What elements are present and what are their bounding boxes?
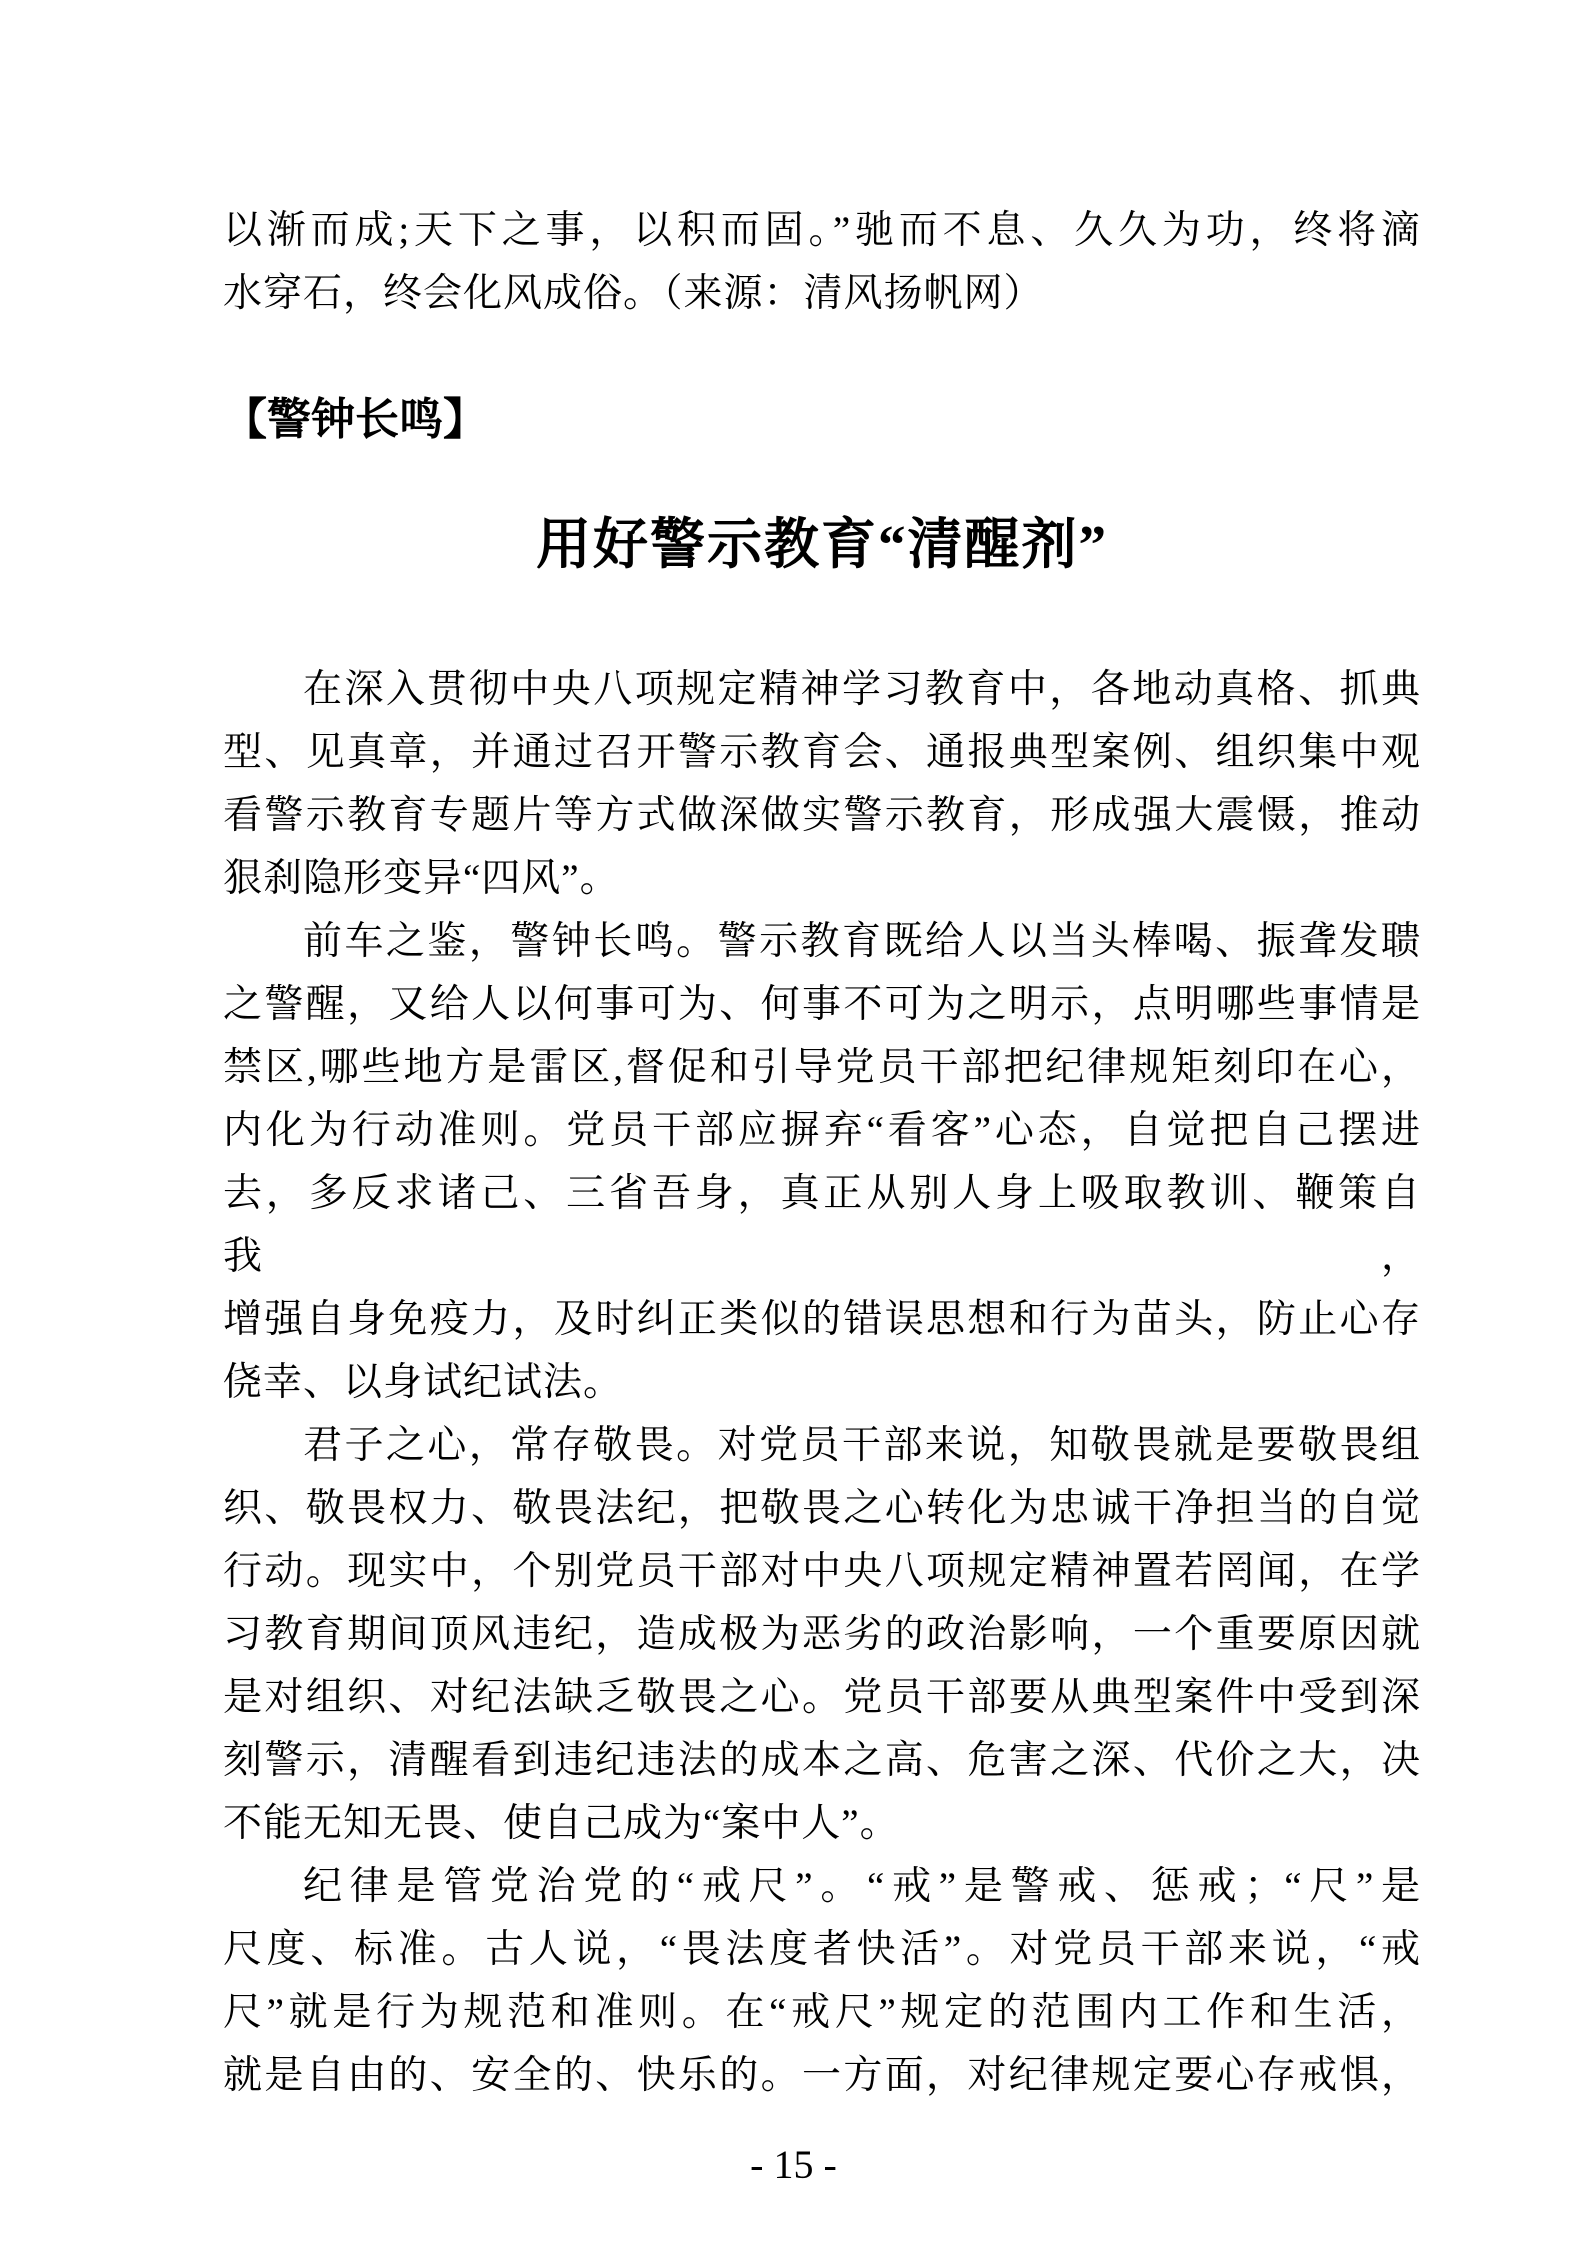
page-number: - 15 - (750, 2142, 837, 2187)
text-line: 水穿石，终会化风成俗。（来源：清风扬帆网） (223, 272, 1044, 315)
paragraph (223, 1414, 1421, 1855)
paragraph (223, 910, 1421, 1414)
text-line: 织、敬畏权力、敬畏法纪，把敬畏之心转化为忠诚干净担当的自觉 (223, 1487, 1421, 1530)
text-line: 侥幸、以身试纪试法。 (223, 1361, 624, 1404)
text-line: 前车之鉴，警钟长鸣。警示教育既给人以当头棒喝、振聋发聩 (303, 920, 1421, 963)
text-line: 型、见真章，并通过召开警示教育会、通报典型案例、组织集中观 (223, 731, 1421, 774)
text-line: 纪律是管党治党的“戒尺”。“戒”是警戒、惩戒；“尺”是 (303, 1865, 1421, 1908)
text-line: 在深入贯彻中央八项规定精神学习教育中，各地动真格、抓典 (303, 668, 1421, 711)
text-line: 去，多反求诸己、三省吾身，真正从别人身上吸取教训、鞭策自我， (223, 1172, 1421, 1278)
paragraph (223, 658, 1421, 910)
text-line: 尺度、标准。古人说，“畏法度者快活”。对党员干部来说，“戒 (223, 1928, 1421, 1971)
text-line: 以渐而成;天下之事，以积而固。”驰而不息、久久为功，终将滴 (223, 209, 1421, 252)
document-body (223, 199, 1421, 2107)
text-line: 行动。现实中，个别党员干部对中央八项规定精神置若罔闻，在学 (223, 1550, 1421, 1593)
text-line: 刻警示，清醒看到违纪违法的成本之高、危害之深、代价之大，决 (223, 1739, 1421, 1782)
text-line: 之警醒，又给人以何事可为、何事不可为之明示，点明哪些事情是 (223, 983, 1421, 1026)
paragraph (223, 1855, 1421, 2107)
text-line: 君子之心，常存敬畏。对党员干部来说，知敬畏就是要敬畏组 (303, 1424, 1421, 1467)
text-line: 看警示教育专题片等方式做深做实警示教育，形成强大震慑，推动 (223, 794, 1421, 837)
text-line: 尺”就是行为规范和准则。在“戒尺”规定的范围内工作和生活， (223, 1991, 1421, 2034)
text-line: 增强自身免疫力，及时纠正类似的错误思想和行为苗头，防止心存 (223, 1298, 1421, 1341)
text-line: 是对组织、对纪法缺乏敬畏之心。党员干部要从典型案件中受到深 (223, 1676, 1421, 1719)
text-line: 狠刹隐形变异“四风”。 (223, 857, 620, 900)
text-line: 不能无知无畏、使自己成为“案中人”。 (223, 1802, 900, 1845)
section-header: 【警钟长鸣】 (223, 395, 487, 444)
text-line: 禁区,哪些地方是雷区,督促和引导党员干部把纪律规矩刻印在心， (223, 1046, 1421, 1089)
text-line: 内化为行动准则。党员干部应摒弃“看客”心态，自觉把自己摆进 (223, 1109, 1421, 1152)
article-title: 用好警示教育“清醒剂” (535, 514, 1108, 575)
paragraph (223, 199, 1421, 325)
text-line: 习教育期间顶风违纪，造成极为恶劣的政治影响，一个重要原因就 (223, 1613, 1421, 1656)
text-line: 就是自由的、安全的、快乐的。一方面，对纪律规定要心存戒惧， (223, 2054, 1421, 2097)
